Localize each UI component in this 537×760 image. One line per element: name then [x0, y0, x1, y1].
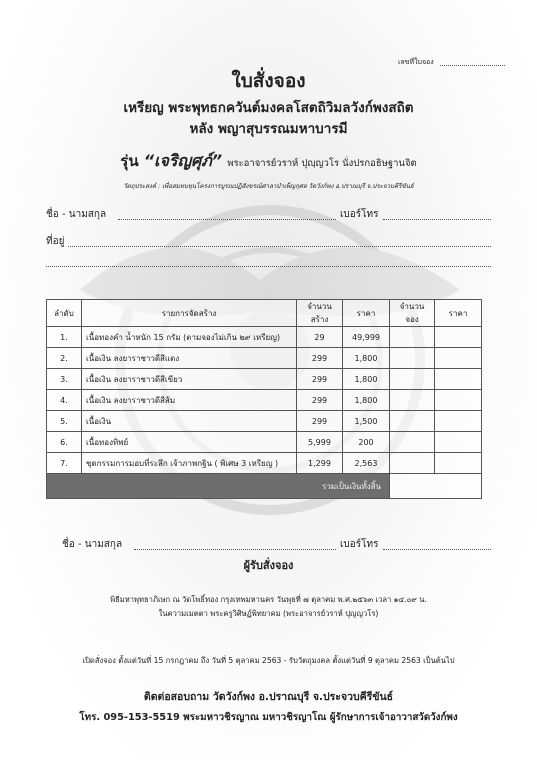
- receiver-phone-field[interactable]: [383, 549, 491, 550]
- order-table: [46, 299, 482, 499]
- row-no: 6.: [47, 432, 82, 453]
- receiver-phone-label: เบอร์โทร: [340, 539, 379, 550]
- row-no: 7.: [47, 453, 82, 474]
- series-suffix: พระอาจารย์วราห์ ปุญฺญวโร นั่งปรกอธิษฐานจิต: [227, 158, 417, 169]
- row-order-qty-input[interactable]: [390, 348, 435, 369]
- total-amount-field[interactable]: [390, 474, 482, 499]
- row-order-qty-input[interactable]: [390, 453, 435, 474]
- row-order-qty-input[interactable]: [390, 327, 435, 348]
- row-qty: 299: [297, 348, 343, 369]
- row-price: 49,999: [343, 327, 390, 348]
- row-order-qty-input[interactable]: [390, 432, 435, 453]
- total-label: รวมเป็นเงินทั้งสิ้น: [47, 474, 390, 499]
- row-item: เนื้อเงิน ลงยาราชาวดีสีส้ม: [82, 390, 297, 411]
- name-field[interactable]: [118, 219, 336, 220]
- header-no: ลำดับ: [47, 300, 82, 327]
- table-row: [47, 348, 482, 369]
- row-order-qty-input[interactable]: [390, 369, 435, 390]
- receiver-title: ผู้รับสั่งจอง: [243, 559, 294, 572]
- row-item: เนื้อทองคำ น้ำหนัก 15 กรัม (ตามจองไม่เกิน ๒๙ เหรียญ): [82, 327, 297, 348]
- row-item: เนื้อเงิน ลงยาราชาวดีสีเขียว: [82, 369, 297, 390]
- purpose-text: วัตถุประสงค์ : เพื่อสมทบทุนโครงการบูรณปฏิสังขรณ์ศาลาบำเพ็ญกุศล วัดวังก์พง อ.ปราณบุรี จ.ประจวบคีรีขันธ์: [123, 183, 414, 190]
- row-order-price-input[interactable]: [435, 327, 482, 348]
- header-order-qty: จำนวนจอง: [390, 300, 435, 327]
- page-title: ใบสั่งจอง: [231, 70, 306, 92]
- table-header-row: [47, 300, 482, 327]
- table-row: [47, 390, 482, 411]
- receiver-name-field[interactable]: [134, 549, 336, 550]
- series-name: “เจริญศุภ์”: [143, 151, 223, 170]
- row-qty: 5,999: [297, 432, 343, 453]
- header-qty: จำนวนสร้าง: [297, 300, 343, 327]
- header-price: ราคา: [343, 300, 390, 327]
- series-prefix: รุ่น: [120, 152, 139, 170]
- row-order-price-input[interactable]: [435, 453, 482, 474]
- row-no: 3.: [47, 369, 82, 390]
- ceremony-line-1: พิธีมหาพุทธาภิเษก ณ วัดโพธิ์ทอง กรุงเทพมหานคร วันพุธที่ ๗ ตุลาคม พ.ศ.๒๕๖๓ เวลา ๑๔.๐๙ น.: [110, 595, 427, 604]
- table-row: [47, 369, 482, 390]
- row-item: เนื้อเงิน: [82, 411, 297, 432]
- contact-line-1: ติดต่อสอบถาม วัดวังก์พง อ.ปราณบุรี จ.ประจวบคีรีขันธ์: [143, 691, 394, 703]
- receiver-name-label: ชื่อ - นามสกุล: [62, 539, 123, 550]
- order-number-label: เลขที่ใบจอง: [398, 58, 434, 66]
- address-field-1[interactable]: [68, 246, 491, 247]
- series-line: [0, 149, 537, 174]
- table-row: [47, 453, 482, 474]
- ceremony-line-2: ในความเมตตา พระครูวิศิษฏ์พิทยาคม (พระอาจารย์วราห์ ปุญญวโร): [158, 609, 379, 618]
- row-no: 4.: [47, 390, 82, 411]
- address-field-2[interactable]: [46, 266, 491, 267]
- row-item: เนื้อเงิน ลงยาราชาวดีสีแดง: [82, 348, 297, 369]
- address-label: ที่อยู่: [46, 236, 65, 247]
- row-price: 1,800: [343, 348, 390, 369]
- row-order-price-input[interactable]: [435, 369, 482, 390]
- coin-back-line: หลัง พญาสุบรรณมหาบารมี: [189, 121, 348, 137]
- row-order-price-input[interactable]: [435, 411, 482, 432]
- row-order-price-input[interactable]: [435, 348, 482, 369]
- row-price: 1,800: [343, 369, 390, 390]
- row-price: 200: [343, 432, 390, 453]
- table-row: [47, 411, 482, 432]
- name-label: ชื่อ - นามสกุล: [46, 209, 107, 220]
- row-price: 2,563: [343, 453, 390, 474]
- total-row: [47, 474, 482, 499]
- row-no: 1.: [47, 327, 82, 348]
- table-row: [47, 432, 482, 453]
- row-qty: 299: [297, 390, 343, 411]
- row-qty: 1,299: [297, 453, 343, 474]
- row-item: เนื้อทองทิพย์: [82, 432, 297, 453]
- contact-line-2: โทร. 095-153-5519 พระมหาวชิรญาณ มหาวชิรญาโณ ผู้รักษาการเจ้าอาวาสวัดวังก์พง: [79, 712, 458, 723]
- row-order-qty-input[interactable]: [390, 390, 435, 411]
- row-no: 5.: [47, 411, 82, 432]
- row-order-qty-input[interactable]: [390, 411, 435, 432]
- header-item: รายการจัดสร้าง: [82, 300, 297, 327]
- row-price: 1,500: [343, 411, 390, 432]
- row-qty: 299: [297, 411, 343, 432]
- row-qty: 29: [297, 327, 343, 348]
- phone-label: เบอร์โทร: [340, 209, 379, 220]
- row-no: 2.: [47, 348, 82, 369]
- table-row: [47, 327, 482, 348]
- coin-title-line: เหรียญ พระพุทธกควันต์มงคลโสตถิวิมลวังก์พงสถิต: [123, 100, 414, 116]
- row-price: 1,800: [343, 390, 390, 411]
- schedule-text: เปิดสั่งจอง ตั้งแต่วันที่ 15 กรกฎาคม ถึง วันที่ 5 ตุลาคม 2563 - รับวัตถุมงคล ตั้งแต่วันที่ 9 ตุลาคม 2563 เป็นต้นไป: [82, 656, 455, 665]
- row-qty: 299: [297, 369, 343, 390]
- header-order-price: ราคา: [435, 300, 482, 327]
- phone-field[interactable]: [383, 219, 491, 220]
- row-order-price-input[interactable]: [435, 390, 482, 411]
- row-item: ชุดกรรมการมอบที่ระลึก เจ้าภาพกฐิน ( พิเศษ 3 เหรียญ ): [82, 453, 297, 474]
- row-order-price-input[interactable]: [435, 432, 482, 453]
